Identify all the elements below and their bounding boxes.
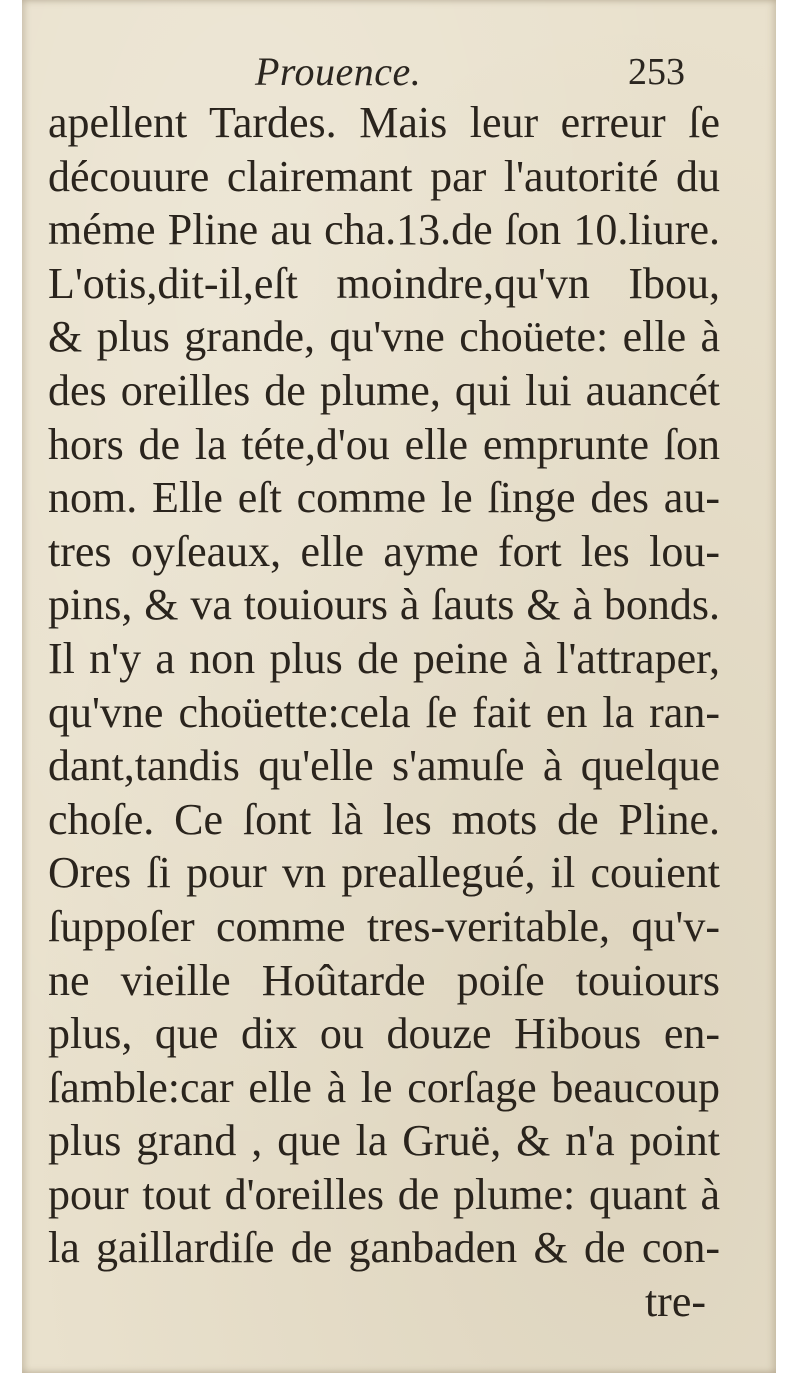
text-line: ſamble:car elle à le corſage beaucoup [48,1062,720,1112]
page-number: 253 [628,51,685,93]
text-line: la gaillardiſe de ganbaden & de con- [48,1223,720,1273]
text-line: pour tout d'oreilles de plume: quant à [48,1169,720,1219]
text-line: des oreilles de plume, qui lui auancét [48,365,720,415]
text-line: ne vieille Hoûtarde poiſe touiours [48,955,720,1005]
text-line: dant,tandis qu'elle s'amuſe à quelque [48,741,720,791]
text-line: apellent Tardes. Mais leur erreur ſe [48,98,720,147]
text-line: choſe. Ce ſont là les mots de Pline. [48,794,720,844]
text-line: nom. Elle eſt comme le ſinge des au- [48,473,720,523]
running-head: Prouence. [255,49,422,94]
text-line: tres oyſeaux, elle ayme fort les lou- [48,526,720,576]
text-line: Il n'y a non plus de peine à l'attraper, [48,633,720,683]
text-line: hors de la téte,d'ou elle emprunte ſon [48,419,720,469]
text-line: & plus grande, qu'vne choüete: elle à [48,312,720,362]
text-line: ſuppoſer comme tres-veritable, qu'v- [48,901,720,951]
text-line: pins, & va touiours à ſauts & à bonds. [48,580,720,630]
page-header [0,48,800,98]
page-margin [776,0,800,1373]
text-line: découure clairemant par l'autorité du [48,151,720,201]
body-text [48,96,720,1329]
text-line: plus, que dix ou douze Hibous en- [48,1009,720,1059]
text-line: qu'vne choüette:cela ſe fait en la ran- [48,687,720,737]
text-line: L'otis,dit-il,eſt moindre,qu'vn Ibou, [48,258,720,308]
text-line: méme Pline au cha.13.de ſon 10.liure. [48,205,720,255]
catchword: tre- [644,1277,706,1327]
text-line: Ores ſi pour vn preallegué, il couient [48,848,720,898]
text-line: plus grand , que la Gruë, & n'a point [48,1116,720,1166]
